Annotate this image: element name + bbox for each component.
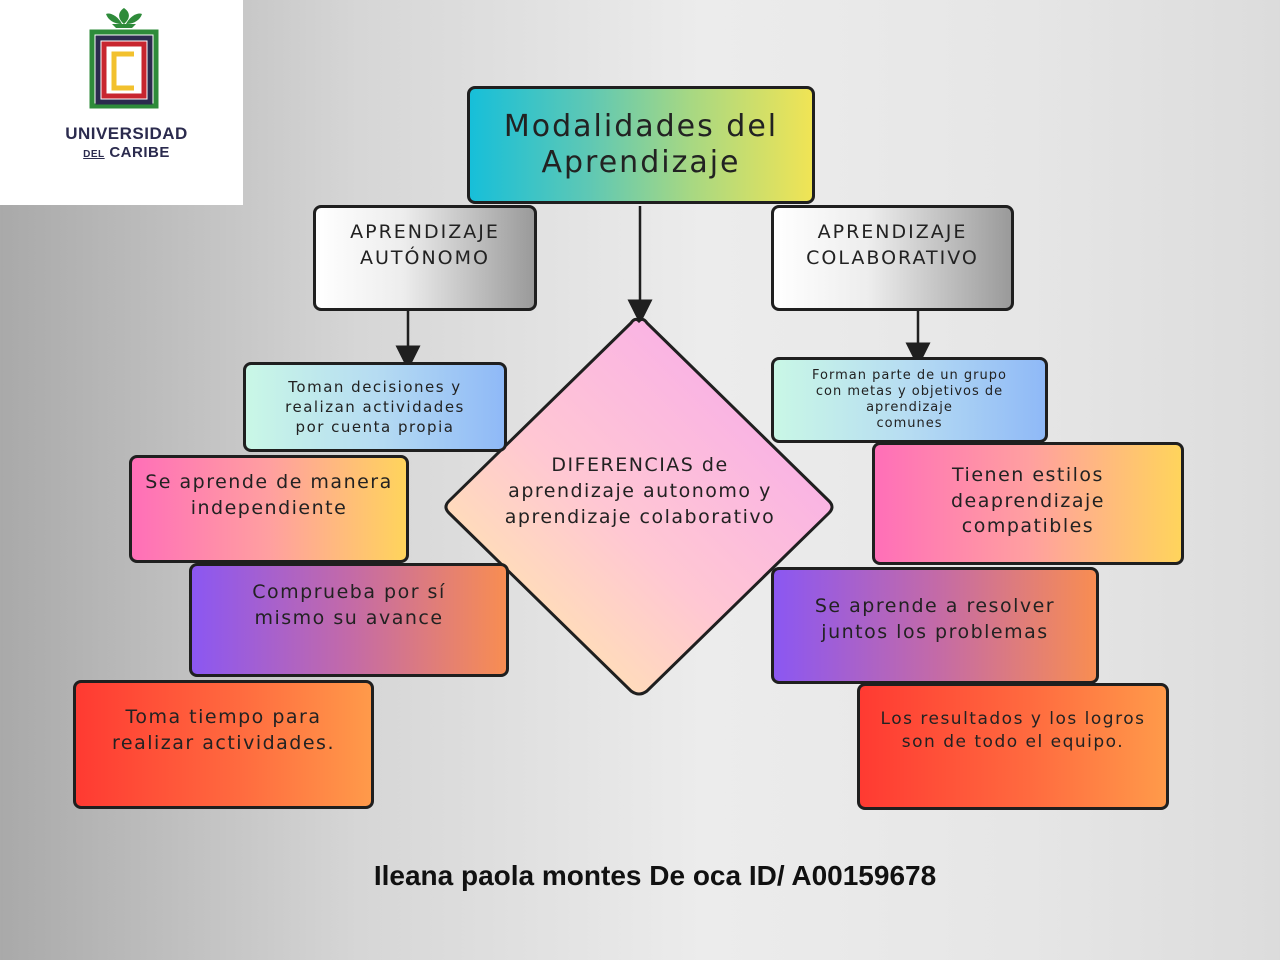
logo-text-caribe: CARIBE xyxy=(109,144,170,161)
logo-text-del: DEL xyxy=(83,149,105,160)
center-text: DIFERENCIAS de aprendizaje autonomo y aprendizaje colaborativo xyxy=(504,454,776,529)
autonomo-item-3 xyxy=(189,563,509,677)
heading-autonomo-text: APRENDIZAJE AUTÓNOMO xyxy=(350,221,500,269)
colaborativo-item-3 xyxy=(771,567,1099,684)
colaborativo-item-1 xyxy=(771,357,1048,443)
colaborativo-item-4-text: Los resultados y los logros son de todo el equipo. xyxy=(880,709,1146,752)
colaborativo-item-2 xyxy=(872,442,1184,565)
autonomo-item-2-text: Se aprende de manera independiente xyxy=(145,471,393,519)
center-diamond-text xyxy=(470,452,810,531)
autonomo-item-2 xyxy=(129,455,409,563)
author-footer: Ileana paola montes De oca ID/ A00159678 xyxy=(373,860,937,891)
colaborativo-item-4 xyxy=(857,683,1169,810)
title-text: Modalidades del Aprendizaje xyxy=(503,109,779,180)
autonomo-item-1-text: Toman decisiones y realizan actividades por cuenta propia xyxy=(285,377,465,437)
colaborativo-item-2-text: Tienen estilos deaprendizaje compatibles xyxy=(950,464,1105,538)
heading-autonomo-box xyxy=(313,205,537,311)
heading-colaborativo-text: APRENDIZAJE COLABORATIVO xyxy=(806,221,979,269)
autonomo-item-4 xyxy=(73,680,374,809)
autonomo-item-1 xyxy=(243,362,507,452)
logo-text-universidad: UNIVERSIDAD xyxy=(65,124,188,143)
autonomo-item-3-text: Comprueba por sí mismo su avance xyxy=(252,581,446,629)
colaborativo-item-1-text: Forman parte de un grupo con metas y objetivos de aprendizaje comunes xyxy=(812,367,1007,432)
heading-colaborativo-box xyxy=(771,205,1014,311)
title-box xyxy=(467,86,815,204)
autonomo-item-4-text: Toma tiempo para realizar actividades. xyxy=(112,706,335,754)
colaborativo-item-3-text: Se aprende a resolver juntos los problemas xyxy=(814,595,1056,643)
